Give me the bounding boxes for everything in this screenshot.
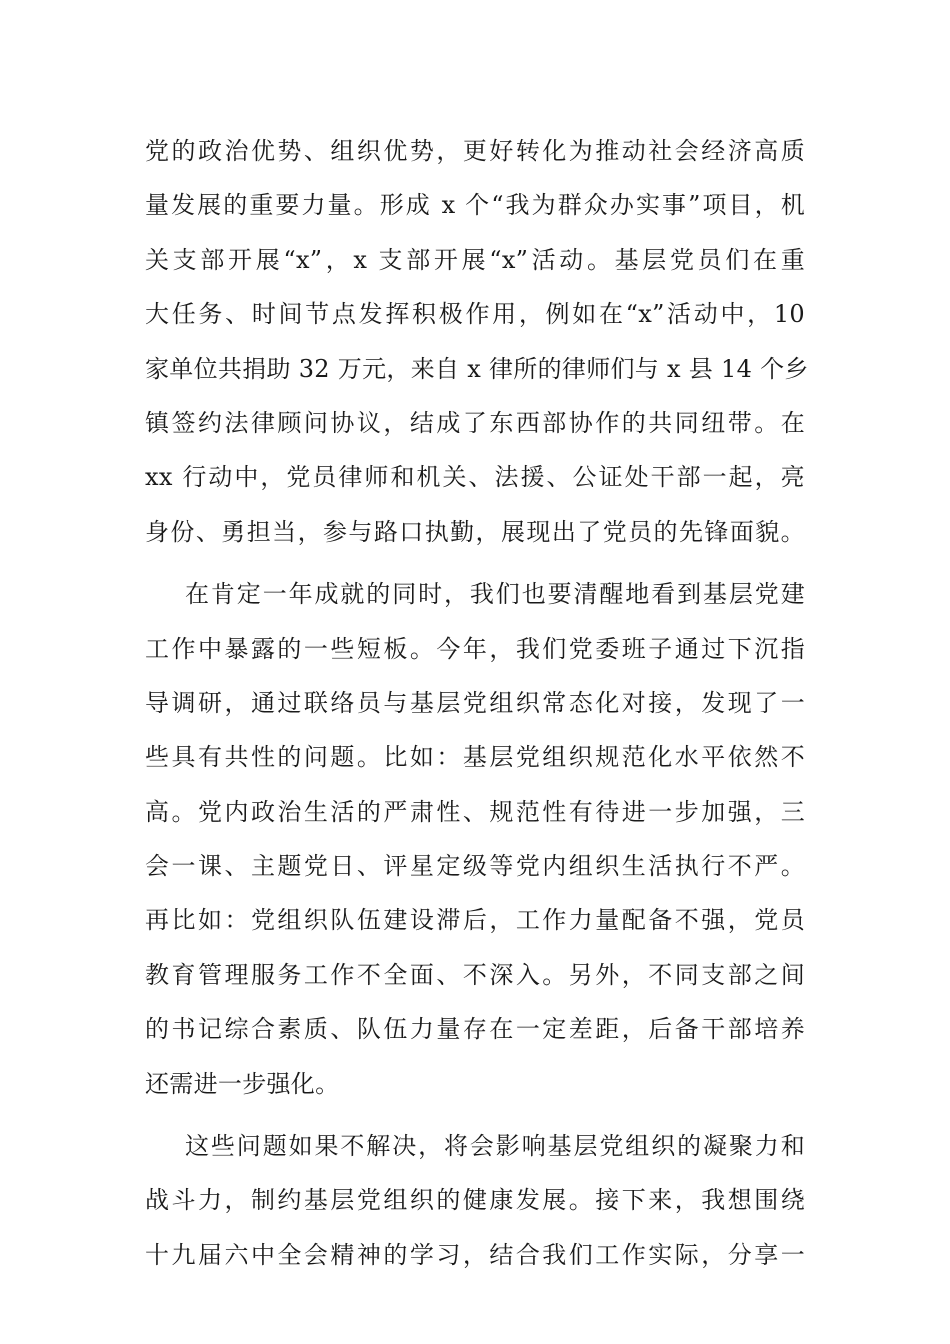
paragraph-3	[145, 1119, 805, 1282]
paragraph-2	[145, 567, 805, 1111]
text-line: 再比如：党组织队伍建设滞后，工作力量配备不强，党员	[145, 906, 805, 935]
paragraph-1	[145, 124, 809, 559]
text-line: 党的政治优势、组织优势，更好转化为推动社会经济高质	[145, 137, 805, 165]
text-line: 会一课、主题党日、评星定级等党内组织生活执行不严。	[145, 852, 805, 881]
text-line: 战斗力，制约基层党组织的健康发展。接下来，我想围绕	[145, 1186, 805, 1215]
text-line: 关支部开展“x”，x 支部开展“x”活动。基层党员们在重	[145, 245, 805, 274]
text-line: 教育管理服务工作不全面、不深入。另外，不同支部之间	[145, 960, 805, 989]
text-line: 家单位共捐助 32 万元，来自 x 律所的律师们与 x 县 14 个乡	[145, 354, 809, 383]
text-line: xx 行动中，党员律师和机关、法援、公证处干部一起，亮	[145, 463, 805, 492]
text-line: 还需进一步强化。	[145, 1069, 340, 1098]
text-line: 在肯定一年成就的同时，我们也要清醒地看到基层党建	[185, 580, 805, 609]
text-line: 镇签约法律顾问协议，结成了东西部协作的共同纽带。在	[145, 408, 805, 437]
text-line: 身份、勇担当，参与路口执勤，展现出了党员的先锋面貌。	[145, 517, 805, 546]
text-line: 大任务、时间节点发挥积极作用，例如在“x”活动中，10	[145, 300, 805, 329]
paragraph-spacing	[145, 559, 805, 567]
document-body	[145, 124, 809, 1282]
text-line: 的书记综合素质、队伍力量存在一定差距，后备干部培养	[145, 1015, 805, 1044]
text-line: 十九届六中全会精神的学习，结合我们工作实际，分享一	[145, 1240, 805, 1269]
text-line: 高。党内政治生活的严肃性、规范性有待进一步加强，三	[145, 797, 805, 826]
text-line: 导调研，通过联络员与基层党组织常态化对接，发现了一	[145, 688, 805, 717]
text-line: 工作中暴露的一些短板。今年，我们党委班子通过下沉指	[145, 634, 805, 663]
text-line: 这些问题如果不解决，将会影响基层党组织的凝聚力和	[185, 1132, 805, 1161]
text-line: 量发展的重要力量。形成 x 个“我为群众办实事”项目，机	[145, 191, 805, 220]
text-line: 些具有共性的问题。比如：基层党组织规范化水平依然不	[145, 743, 805, 772]
paragraph-spacing	[145, 1111, 805, 1119]
